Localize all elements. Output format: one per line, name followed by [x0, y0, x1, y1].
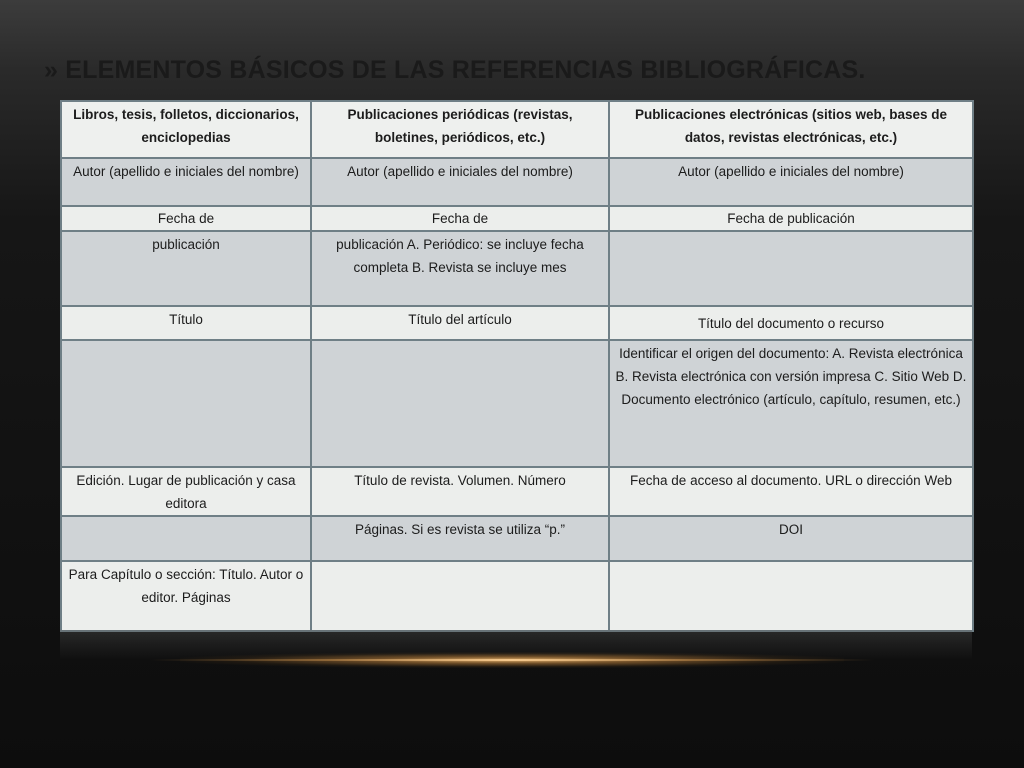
table-cell: Fecha de publicación [609, 206, 973, 231]
table-cell: DOI [609, 516, 973, 561]
table-cell: publicación A. Periódico: se incluye fecha completa B. Revista se incluye mes [311, 231, 609, 306]
header-periodicals: Publicaciones periódicas (revistas, boletines, periódicos, etc.) [311, 101, 609, 158]
table-cell [61, 340, 311, 467]
table-row [61, 340, 973, 467]
table-cell [311, 561, 609, 631]
references-table [60, 100, 974, 632]
table-cell: Autor (apellido e iniciales del nombre) [311, 158, 609, 206]
table-cell: Título del documento o recurso [609, 306, 973, 340]
table-cell: Fecha de acceso al documento. URL o dirección Web [609, 467, 973, 516]
header-electronic: Publicaciones electrónicas (sitios web, bases de datos, revistas electrónicas, etc.) [609, 101, 973, 158]
table-cell: Identificar el origen del documento: A. Revista electrónica B. Revista electrónica con versión impresa C. Sitio Web D. Documento electrónico (artículo, capítulo, resumen, etc.) [609, 340, 973, 467]
table-cell [609, 231, 973, 306]
table-row [61, 206, 973, 231]
table-cell: Autor (apellido e iniciales del nombre) [609, 158, 973, 206]
table-cell: publicación [61, 231, 311, 306]
slide-title: » ELEMENTOS BÁSICOS DE LAS REFERENCIAS BIBLIOGRÁFICAS. [44, 56, 866, 84]
table-cell: Autor (apellido e iniciales del nombre) [61, 158, 311, 206]
table-cell: Título del artículo [311, 306, 609, 340]
table-cell: Fecha de [311, 206, 609, 231]
table-cell: Páginas. Si es revista se utiliza “p.” [311, 516, 609, 561]
table-header-row [61, 101, 973, 158]
table-cell: Título [61, 306, 311, 340]
table-cell: Fecha de [61, 206, 311, 231]
table-cell [311, 340, 609, 467]
table-cell: Para Capítulo o sección: Título. Autor o editor. Páginas [61, 561, 311, 631]
table-row [61, 467, 973, 516]
table-row [61, 158, 973, 206]
header-books: Libros, tesis, folletos, diccionarios, enciclopedias [61, 101, 311, 158]
table-cell: Edición. Lugar de publicación y casa editora [61, 467, 311, 516]
table-row [61, 231, 973, 306]
table-row [61, 516, 973, 561]
table-cell [609, 561, 973, 631]
table-row [61, 306, 973, 340]
table-row [61, 561, 973, 631]
table-cell: Título de revista. Volumen. Número [311, 467, 609, 516]
table-cell [61, 516, 311, 561]
stage-glow-line [150, 659, 874, 661]
